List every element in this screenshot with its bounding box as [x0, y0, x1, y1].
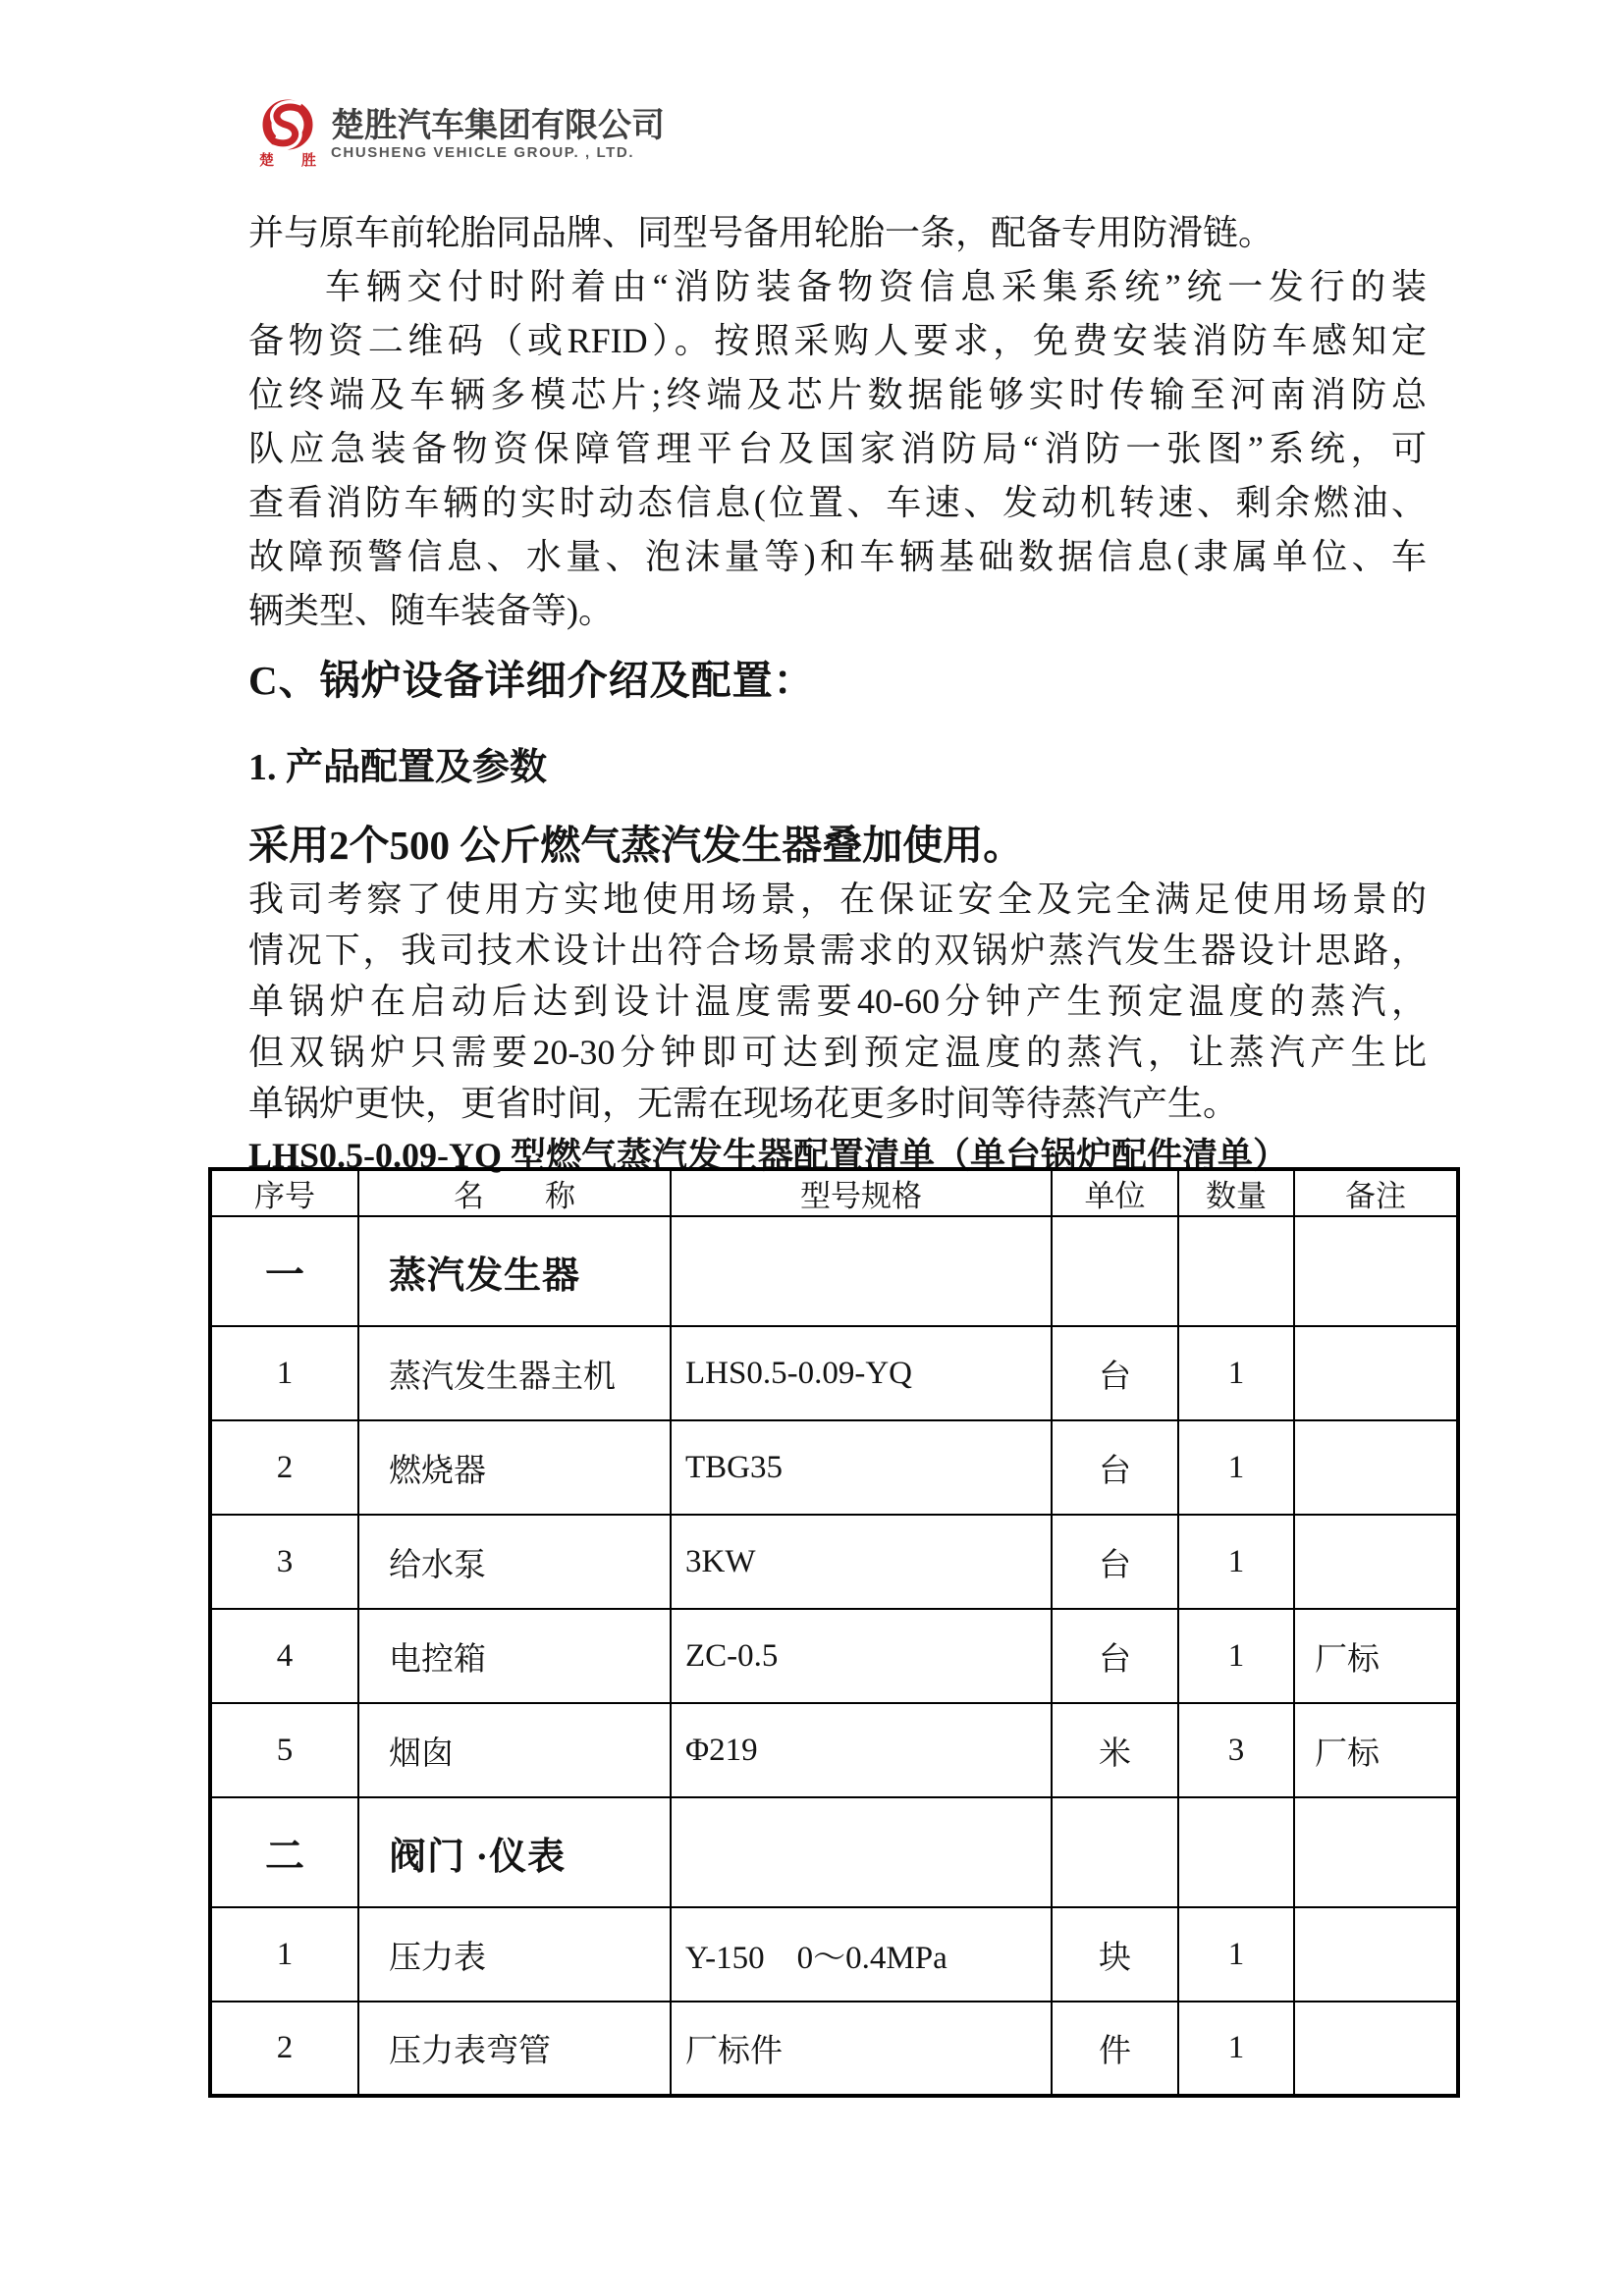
cell-note — [1294, 1515, 1458, 1609]
cell-note — [1294, 1216, 1458, 1326]
cell-qty: 1 — [1178, 1907, 1294, 2002]
company-logo — [258, 98, 665, 169]
cell-name: 阀门 ·仪表 — [358, 1797, 671, 1907]
col-header-note: 备注 — [1294, 1169, 1458, 1216]
cell-note — [1294, 2002, 1458, 2096]
cell-index: 1 — [210, 1907, 358, 2002]
table-row — [210, 1515, 1458, 1609]
cell-qty: 1 — [1178, 1609, 1294, 1703]
table-row — [210, 2002, 1458, 2096]
cell-index: 1 — [210, 1326, 358, 1420]
cell-index: 二 — [210, 1797, 358, 1907]
cell-note: 厂标 — [1294, 1609, 1458, 1703]
cell-name: 压力表 — [358, 1907, 671, 2002]
table-header-row — [210, 1169, 1458, 1216]
chusheng-emblem-icon — [259, 98, 316, 153]
table-section-row — [210, 1797, 1458, 1907]
paragraph-3-line-1: 我司考察了使用方实地使用场景，在保证安全及完全满足使用场景的 — [248, 880, 1427, 919]
cell-name: 燃烧器 — [358, 1420, 671, 1515]
col-header-index: 序号 — [210, 1169, 358, 1216]
col-header-name: 名 称 — [358, 1169, 671, 1216]
paragraph-2-line-6: 故障预警信息、水量、泡沫量等)和车辆基础数据信息(隶属单位、车 — [248, 537, 1427, 576]
cell-note — [1294, 1797, 1458, 1907]
table-row — [210, 1907, 1458, 2002]
paragraph-3 — [248, 874, 1427, 1129]
text-column — [248, 206, 1427, 1176]
cell-model: TBG35 — [671, 1420, 1052, 1515]
table-row — [210, 1420, 1458, 1515]
cell-unit: 台 — [1052, 1609, 1178, 1703]
col-header-model: 型号规格 — [671, 1169, 1052, 1216]
cell-note: 厂标 — [1294, 1703, 1458, 1797]
logo-emblem-wrap — [258, 98, 317, 169]
cell-model: 厂标件 — [671, 2002, 1052, 2096]
paragraph-1-line-1: 并与原车前轮胎同品牌、同型号备用轮胎一条，配备专用防滑链。 — [248, 213, 1274, 252]
cell-unit: 件 — [1052, 2002, 1178, 2096]
cell-model: ZC-0.5 — [671, 1609, 1052, 1703]
col-header-qty: 数量 — [1178, 1169, 1294, 1216]
cell-name: 烟囱 — [358, 1703, 671, 1797]
cell-index: 5 — [210, 1703, 358, 1797]
subsection-heading-1: 1. 产品配置及参数 — [248, 747, 548, 788]
cell-unit: 台 — [1052, 1326, 1178, 1420]
logo-wordmark — [331, 108, 665, 162]
cell-qty: 3 — [1178, 1703, 1294, 1797]
cell-model: Φ219 — [671, 1703, 1052, 1797]
cell-qty: 1 — [1178, 1515, 1294, 1609]
bold-statement: 采用2个500 公斤燃气蒸汽发生器叠加使用。 — [248, 823, 1024, 868]
paragraph-3-line-2: 情况下，我司技术设计出符合场景需求的双锅炉蒸汽发生器设计思路， — [248, 931, 1427, 970]
emblem-caption-left: 楚 — [259, 153, 275, 169]
paragraph-2-line-7: 辆类型、随车装备等)。 — [248, 591, 614, 630]
cell-model: LHS0.5-0.09-YQ — [671, 1326, 1052, 1420]
cell-index: 2 — [210, 2002, 358, 2096]
cell-name: 电控箱 — [358, 1609, 671, 1703]
cell-unit: 台 — [1052, 1420, 1178, 1515]
paragraph-2-line-1: 车辆交付时附着由“消防装备物资信息采集系统”统一发行的装 — [325, 267, 1427, 306]
paragraph-3-line-4: 但双锅炉只需要20-30分钟即可达到预定温度的蒸汽，让蒸汽产生比 — [248, 1033, 1427, 1072]
emblem-caption-right: 胜 — [300, 153, 316, 169]
cell-unit — [1052, 1216, 1178, 1326]
cell-qty: 1 — [1178, 2002, 1294, 2096]
cell-model: Y-150 0～0.4MPa — [671, 1907, 1052, 2002]
paragraph-2-line-2: 备物资二维码（或RFID）。按照采购人要求，免费安装消防车感知定 — [248, 321, 1427, 360]
config-table — [208, 1167, 1460, 2098]
cell-qty — [1178, 1216, 1294, 1326]
cell-qty: 1 — [1178, 1420, 1294, 1515]
table-row — [210, 1703, 1458, 1797]
cell-note — [1294, 1420, 1458, 1515]
col-header-unit: 单位 — [1052, 1169, 1178, 1216]
paragraph-2-line-4: 队应急装备物资保障管理平台及国家消防局“消防一张图”系统，可 — [248, 429, 1427, 468]
cell-model — [671, 1216, 1052, 1326]
company-name-zh: 楚胜汽车集团有限公司 — [331, 107, 665, 144]
cell-unit: 米 — [1052, 1703, 1178, 1797]
cell-name: 蒸汽发生器 — [358, 1216, 671, 1326]
paragraph-3-line-3: 单锅炉在启动后达到设计温度需要40-60分钟产生预定温度的蒸汽， — [248, 982, 1427, 1021]
paragraph-2-line-3: 位终端及车辆多模芯片;终端及芯片数据能够实时传输至河南消防总 — [248, 375, 1427, 414]
cell-note — [1294, 1907, 1458, 2002]
table-row — [210, 1609, 1458, 1703]
cell-name: 给水泵 — [358, 1515, 671, 1609]
cell-model: 3KW — [671, 1515, 1052, 1609]
cell-unit: 块 — [1052, 1907, 1178, 2002]
cell-qty — [1178, 1797, 1294, 1907]
cell-index: 2 — [210, 1420, 358, 1515]
table-section-row — [210, 1216, 1458, 1326]
section-heading-c: C、锅炉设备详细介绍及配置： — [248, 658, 815, 703]
emblem-caption — [259, 154, 316, 169]
cell-unit — [1052, 1797, 1178, 1907]
cell-name: 压力表弯管 — [358, 2002, 671, 2096]
cell-name: 蒸汽发生器主机 — [358, 1326, 671, 1420]
cell-unit: 台 — [1052, 1515, 1178, 1609]
table-row — [210, 1326, 1458, 1420]
cell-model — [671, 1797, 1052, 1907]
paragraph-2-line-5: 查看消防车辆的实时动态信息(位置、车速、发动机转速、剩余燃油、 — [248, 483, 1427, 522]
paragraph-2 — [248, 260, 1427, 638]
cell-index: 3 — [210, 1515, 358, 1609]
company-name-en: CHUSHENG VEHICLE GROUP. , LTD. — [331, 144, 635, 161]
cell-note — [1294, 1326, 1458, 1420]
table-title: LHS0.5-0.09-YQ 型燃气蒸汽发生器配置清单（单台锅炉配件清单） — [248, 1136, 1289, 1175]
cell-index: 一 — [210, 1216, 358, 1326]
cell-qty: 1 — [1178, 1326, 1294, 1420]
paragraph-3-line-5: 单锅炉更快，更省时间，无需在现场花更多时间等待蒸汽产生。 — [248, 1084, 1239, 1123]
cell-index: 4 — [210, 1609, 358, 1703]
